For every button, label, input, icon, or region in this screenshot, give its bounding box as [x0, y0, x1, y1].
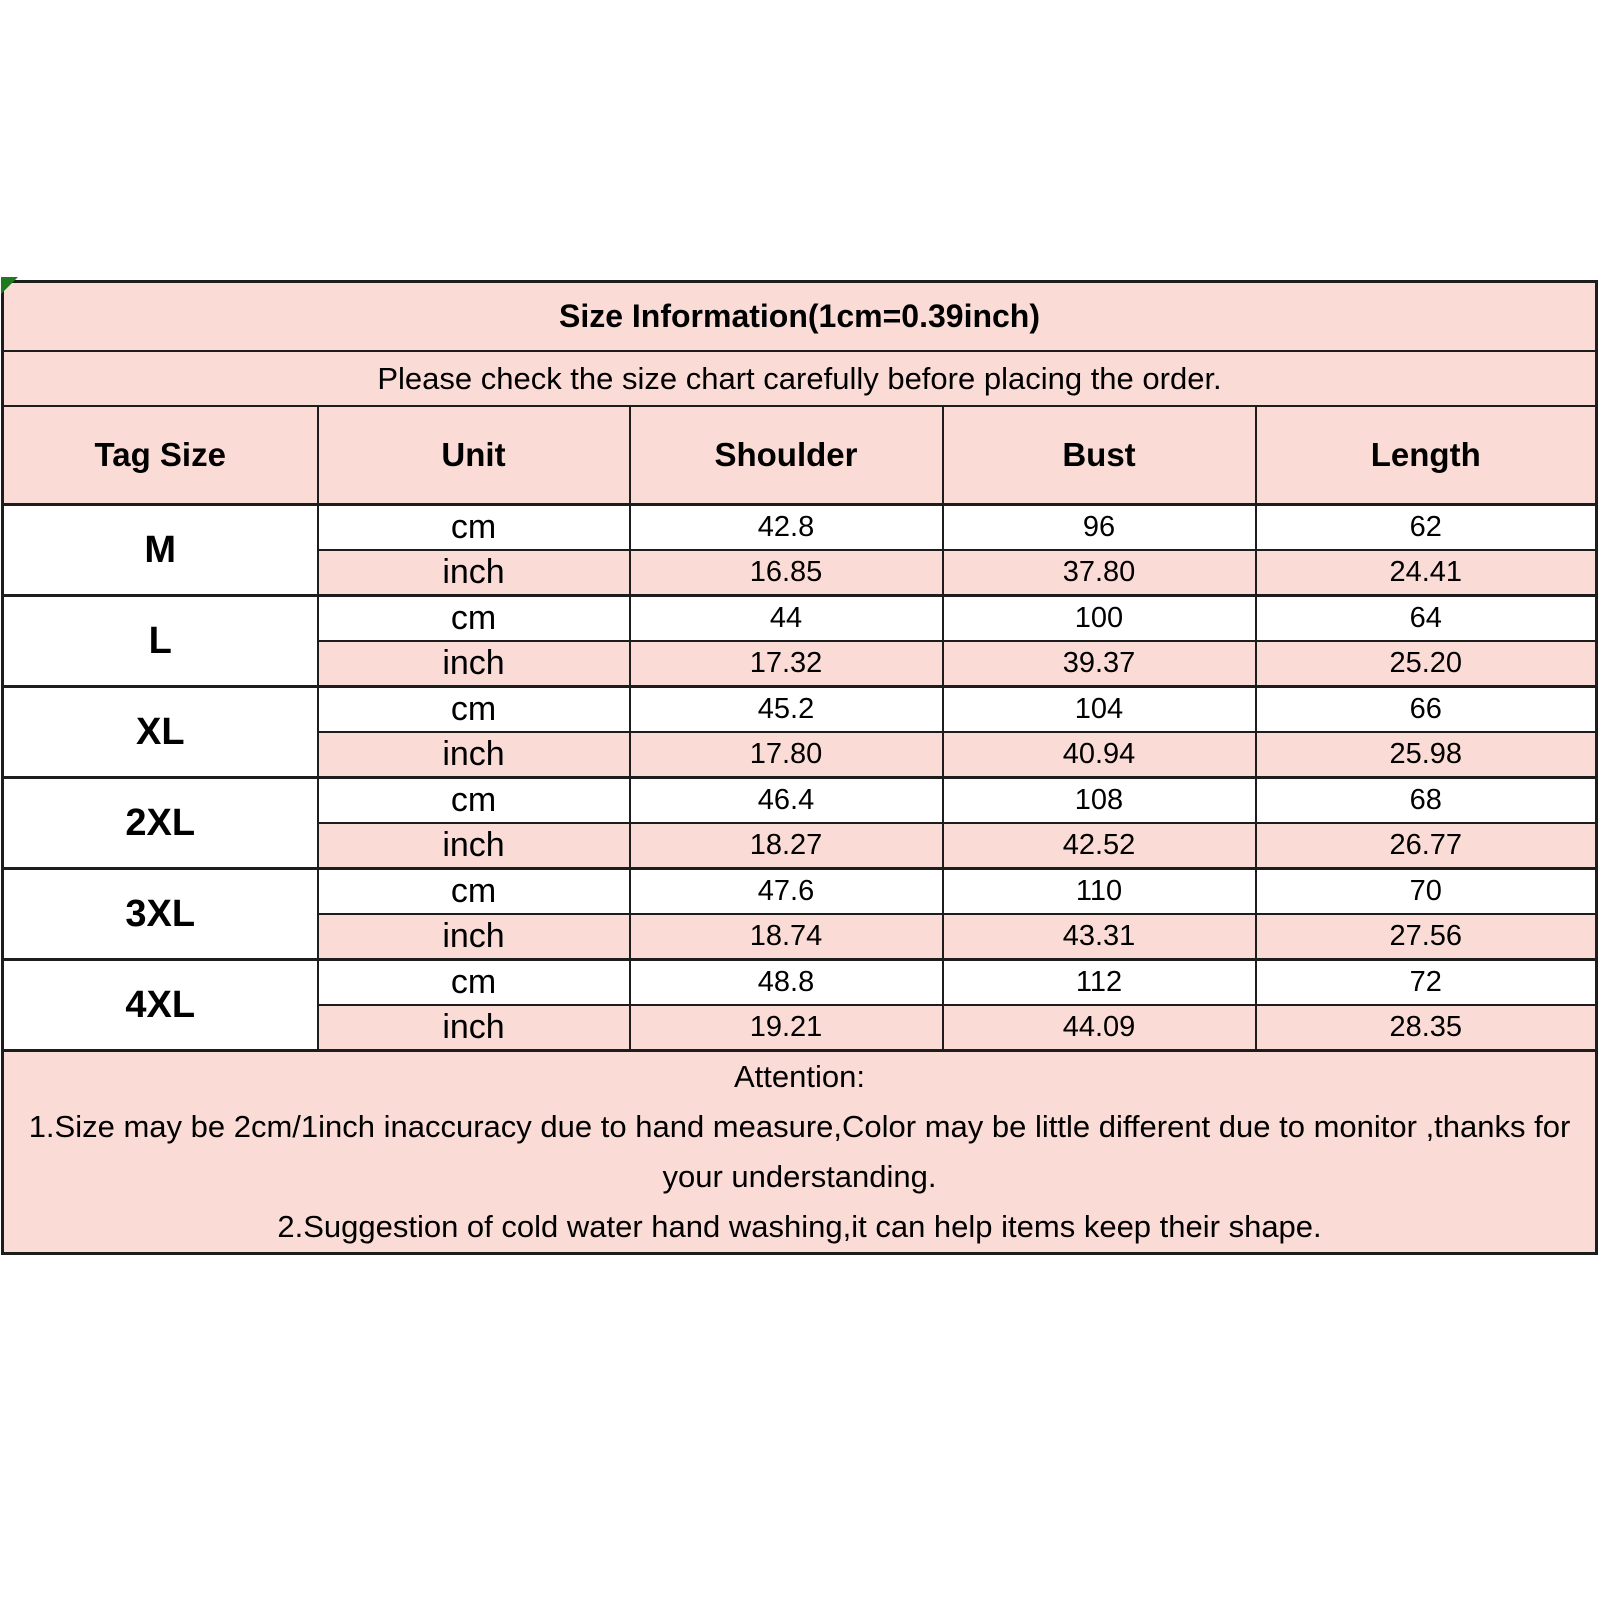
unit-label: inch: [318, 914, 630, 960]
attention-note-2: 2.Suggestion of cold water hand washing,it can help items keep their shape.: [277, 1209, 1322, 1244]
bust-value: 110: [943, 869, 1256, 915]
table-title: Size Information(1cm=0.39inch): [3, 282, 1597, 352]
tag-size-xl: XL: [3, 687, 318, 778]
unit-label: cm: [318, 596, 630, 642]
col-header-shoulder: Shoulder: [630, 406, 943, 505]
unit-label: inch: [318, 1005, 630, 1051]
unit-label: inch: [318, 732, 630, 778]
tag-size-2xl: 2XL: [3, 778, 318, 869]
bust-value: 96: [943, 505, 1256, 551]
column-header-row: [3, 406, 1597, 505]
unit-label: cm: [318, 869, 630, 915]
size-row-m-cm: [3, 505, 1597, 551]
length-value: 25.20: [1256, 641, 1597, 687]
tag-size-l: L: [3, 596, 318, 687]
bust-value: 44.09: [943, 1005, 1256, 1051]
length-value: 24.41: [1256, 550, 1597, 596]
length-value: 28.35: [1256, 1005, 1597, 1051]
bust-value: 40.94: [943, 732, 1256, 778]
shoulder-value: 46.4: [630, 778, 943, 824]
unit-label: cm: [318, 505, 630, 551]
size-row-xl-cm: [3, 687, 1597, 733]
size-row-3xl-cm: [3, 869, 1597, 915]
attention-row: [3, 1051, 1597, 1254]
shoulder-value: 18.27: [630, 823, 943, 869]
length-value: 62: [1256, 505, 1597, 551]
attention-note-1: 1.Size may be 2cm/1inch inaccuracy due to hand measure,Color may be little different due to monitor ,thanks for your understanding.: [28, 1109, 1571, 1194]
bust-value: 39.37: [943, 641, 1256, 687]
length-value: 72: [1256, 960, 1597, 1006]
tag-size-m: M: [3, 505, 318, 596]
shoulder-value: 17.32: [630, 641, 943, 687]
tag-size-3xl: 3XL: [3, 869, 318, 960]
attention-heading: Attention:: [734, 1059, 865, 1094]
size-row-4xl-cm: [3, 960, 1597, 1006]
cell-comment-marker-icon: [1, 277, 18, 294]
unit-label: inch: [318, 823, 630, 869]
attention-section: [3, 1051, 1597, 1254]
col-header-bust: Bust: [943, 406, 1256, 505]
col-header-unit: Unit: [318, 406, 630, 505]
subtitle-row: [3, 351, 1597, 406]
size-chart: [1, 280, 1598, 1255]
shoulder-value: 48.8: [630, 960, 943, 1006]
size-row-2xl-cm: [3, 778, 1597, 824]
shoulder-value: 16.85: [630, 550, 943, 596]
length-value: 25.98: [1256, 732, 1597, 778]
shoulder-value: 19.21: [630, 1005, 943, 1051]
unit-label: cm: [318, 687, 630, 733]
length-value: 27.56: [1256, 914, 1597, 960]
shoulder-value: 42.8: [630, 505, 943, 551]
shoulder-value: 45.2: [630, 687, 943, 733]
length-value: 70: [1256, 869, 1597, 915]
bust-value: 43.31: [943, 914, 1256, 960]
title-row: [3, 282, 1597, 352]
unit-label: cm: [318, 778, 630, 824]
table-subtitle: Please check the size chart carefully before placing the order.: [3, 351, 1597, 406]
bust-value: 112: [943, 960, 1256, 1006]
size-table: [1, 280, 1598, 1255]
size-row-l-cm: [3, 596, 1597, 642]
bust-value: 100: [943, 596, 1256, 642]
bust-value: 42.52: [943, 823, 1256, 869]
unit-label: inch: [318, 550, 630, 596]
col-header-tag-size: Tag Size: [3, 406, 318, 505]
shoulder-value: 18.74: [630, 914, 943, 960]
tag-size-4xl: 4XL: [3, 960, 318, 1051]
shoulder-value: 17.80: [630, 732, 943, 778]
shoulder-value: 44: [630, 596, 943, 642]
length-value: 64: [1256, 596, 1597, 642]
bust-value: 104: [943, 687, 1256, 733]
unit-label: inch: [318, 641, 630, 687]
unit-label: cm: [318, 960, 630, 1006]
length-value: 26.77: [1256, 823, 1597, 869]
length-value: 68: [1256, 778, 1597, 824]
bust-value: 37.80: [943, 550, 1256, 596]
bust-value: 108: [943, 778, 1256, 824]
length-value: 66: [1256, 687, 1597, 733]
col-header-length: Length: [1256, 406, 1597, 505]
shoulder-value: 47.6: [630, 869, 943, 915]
